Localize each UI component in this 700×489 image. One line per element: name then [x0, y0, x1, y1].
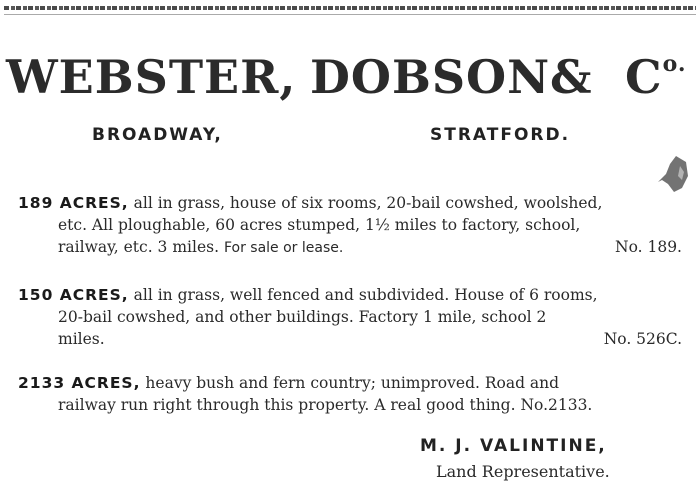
firm-name-company-suffix: o.: [662, 51, 687, 77]
firm-name-word-1: WEBSTER,: [6, 50, 297, 104]
listing-line: 20-bail cowshed, and other buildings. Factory 1 mile, school 2: [58, 308, 547, 326]
top-border-rule: [4, 6, 696, 10]
address-town: STRATFORD.: [430, 125, 571, 145]
listing-line: [18, 328, 682, 350]
firm-name-ampersand: &: [550, 50, 593, 104]
listing-lead: 2133 ACRES,: [18, 374, 141, 392]
firm-name-company-letter: C: [625, 50, 663, 104]
listing-line: railway run right through this property. A real good thing. No.2133.: [58, 396, 593, 414]
listing-note: For sale or lease.: [223, 240, 344, 256]
listing-line: [18, 236, 682, 258]
listing-lead: 189 ACRES,: [18, 194, 129, 212]
firm-name-word-2: DOBSON: [310, 50, 551, 104]
listing-number: No. 189.: [615, 238, 682, 256]
firm-name-company: [625, 50, 687, 104]
listing-150-acres: [18, 284, 682, 350]
listing-text: railway, etc. 3 miles.: [58, 238, 220, 256]
listing-189-acres: [18, 192, 682, 258]
address-street: BROADWAY,: [92, 125, 223, 145]
listing-text: all in grass, well fenced and subdivided. House of 6 rooms,: [133, 286, 598, 304]
listing-line: [18, 192, 682, 214]
listing-2133-acres: [18, 372, 682, 416]
listing-number: No. 526C.: [603, 330, 682, 348]
listing-text: heavy bush and fern country; unimproved. Road and: [145, 374, 560, 392]
listing-text: all in grass, house of six rooms, 20-bail cowshed, woolshed,: [133, 194, 603, 212]
listing-line: [18, 372, 682, 394]
listing-lead: 150 ACRES,: [18, 286, 129, 304]
listing-line: [18, 284, 682, 306]
ink-smudge-mark: [656, 152, 690, 196]
listing-text: miles.: [58, 330, 105, 348]
signature-title: Land Representative.: [436, 462, 610, 481]
signature-name: M. J. VALINTINE,: [420, 436, 607, 456]
top-border-thin-rule: [4, 14, 696, 15]
listing-line: etc. All ploughable, 60 acres stumped, 1½ miles to factory, school,: [58, 216, 581, 234]
